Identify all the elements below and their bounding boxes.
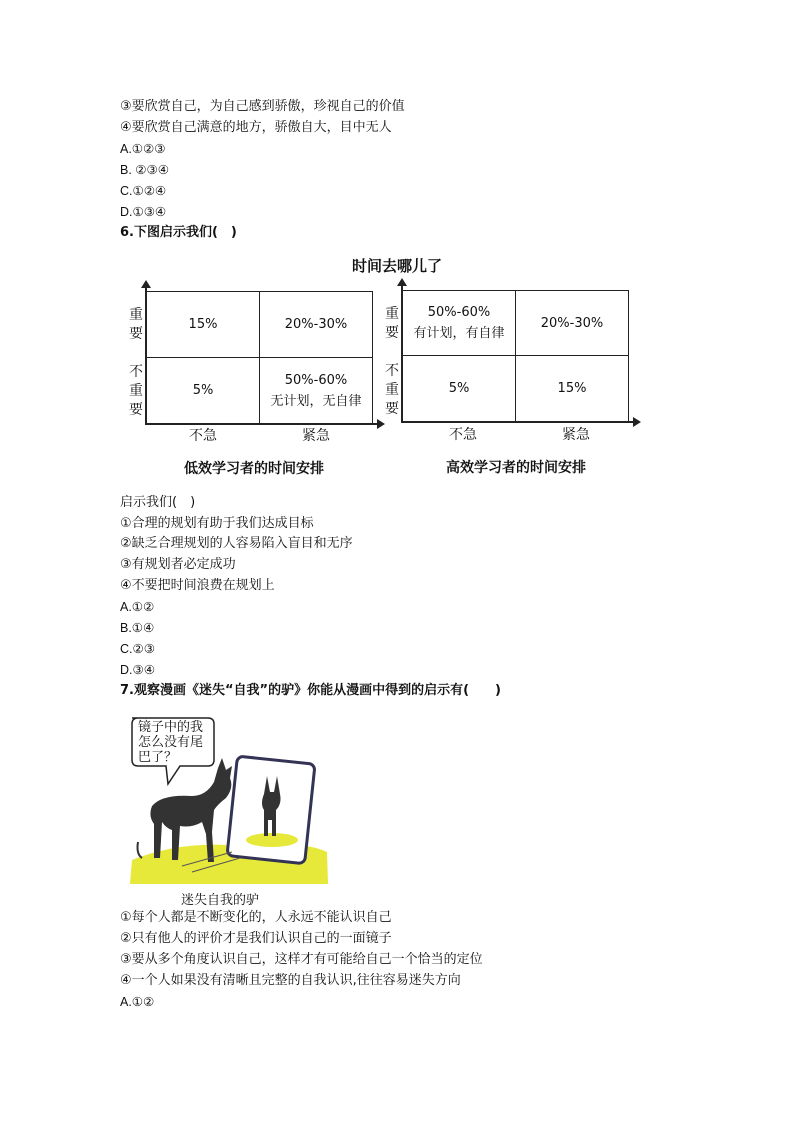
right-y-arrow-icon xyxy=(397,278,407,286)
left-x-label-not-urgent: 不急 xyxy=(189,428,217,444)
left-y-label-important xyxy=(126,306,146,344)
speech-line-3: 巴了？ xyxy=(138,750,178,765)
q6-statement-4: ④不要把时间浪费在规划上 xyxy=(120,578,275,593)
right-cell-value: 50%-60% xyxy=(427,305,491,320)
right-cell-note: 有计划，有自律 xyxy=(413,326,505,341)
q6-statement-1: ①合理的规划有助于我们达成目标 xyxy=(120,516,314,531)
right-cell-unimportant-not-urgent xyxy=(402,355,516,422)
q7-option-a: A.①② xyxy=(120,995,155,1009)
left-cell-note: 无计划，无自律 xyxy=(270,393,362,409)
q5-option-a: A.①②③ xyxy=(120,142,166,156)
q5-statement-3: ③要欣赏自己，为自己感到骄傲，珍视自己的价值 xyxy=(120,99,405,114)
right-x-label-not-urgent: 不急 xyxy=(449,427,477,443)
right-y-label-important xyxy=(382,305,402,343)
q6-option-c: C.②③ xyxy=(120,642,155,656)
left-y-label-unimportant xyxy=(126,363,146,420)
speech-text xyxy=(138,720,203,765)
y-label-text: 重要 xyxy=(385,306,399,341)
right-cell-value: 15% xyxy=(557,381,587,396)
left-cell-value: 50%-60% xyxy=(284,372,348,388)
q7-stem: 7.观察漫画《迷失“自我”的驴》你能从漫画中得到的启示有( ) xyxy=(120,683,501,698)
q7-statement-2: ②只有他人的评价才是我们认识自己的一面镜子 xyxy=(120,931,392,946)
q5-option-d: D.①③④ xyxy=(120,205,167,219)
right-cell-value: 5% xyxy=(448,381,470,396)
y-label-text: 重要 xyxy=(129,307,143,342)
y-label-text: 不重要 xyxy=(385,363,399,417)
left-cell-unimportant-not-urgent xyxy=(146,357,260,424)
cartoon-caption: 迷失自我的驴 xyxy=(181,893,260,908)
right-x-label-urgent: 紧急 xyxy=(562,427,590,443)
q6-statement-2: ②缺乏合理规划的人容易陷入盲目和无序 xyxy=(120,536,353,551)
q7-statement-1: ①每个人都是不断变化的，人永远不能认识自己 xyxy=(120,910,392,925)
speech-line-2: 怎么没有尾 xyxy=(138,735,204,750)
right-cell-value: 20%-30% xyxy=(540,315,604,331)
left-cell-value: 20%-30% xyxy=(284,317,348,332)
q7-statement-3: ③要从多个角度认识自己，这样才有可能给自己一个恰当的定位 xyxy=(120,952,483,967)
q6-stem: 6.下图启示我们( ) xyxy=(120,225,237,240)
left-cell-important-not-urgent xyxy=(146,291,260,358)
left-cell-value: 5% xyxy=(192,383,214,398)
left-y-arrow-icon xyxy=(141,280,151,288)
chart-title: 时间去哪儿了 xyxy=(351,257,442,275)
q6-option-a: A.①② xyxy=(120,600,155,614)
donkey-tail xyxy=(138,842,143,858)
left-x-arrow-icon xyxy=(377,419,385,429)
donkey-cartoon xyxy=(122,712,337,892)
left-cell-important-urgent xyxy=(259,291,373,358)
left-cell-unimportant-urgent xyxy=(259,357,373,424)
q6-option-d: D.③④ xyxy=(120,663,155,677)
q6-statement-3: ③有规划者必定成功 xyxy=(120,557,236,572)
right-cell-important-urgent xyxy=(515,290,629,356)
q5-option-b: B. ②③④ xyxy=(120,163,169,177)
y-label-text: 不重要 xyxy=(129,364,143,418)
right-panel-caption: 高效学习者的时间安排 xyxy=(446,460,586,476)
left-panel-caption: 低效学习者的时间安排 xyxy=(184,461,324,477)
q7-statement-4: ④一个人如果没有清晰且完整的自我认识,往往容易迷失方向 xyxy=(120,973,461,988)
left-x-label-urgent: 紧急 xyxy=(302,428,330,444)
right-cell-unimportant-urgent xyxy=(515,355,629,422)
speech-line-1: 镜子中的我 xyxy=(138,720,204,735)
right-cell-important-not-urgent xyxy=(402,290,516,356)
q5-statement-4: ④要欣赏自己满意的地方，骄傲自大，目中无人 xyxy=(120,120,392,135)
q5-option-c: C.①②④ xyxy=(120,184,167,198)
right-x-arrow-icon xyxy=(633,417,641,427)
q6-option-b: B.①④ xyxy=(120,621,155,635)
left-cell-value: 15% xyxy=(188,317,218,332)
right-y-label-unimportant xyxy=(382,362,402,419)
q6-prompt: 启示我们( ) xyxy=(120,495,196,510)
